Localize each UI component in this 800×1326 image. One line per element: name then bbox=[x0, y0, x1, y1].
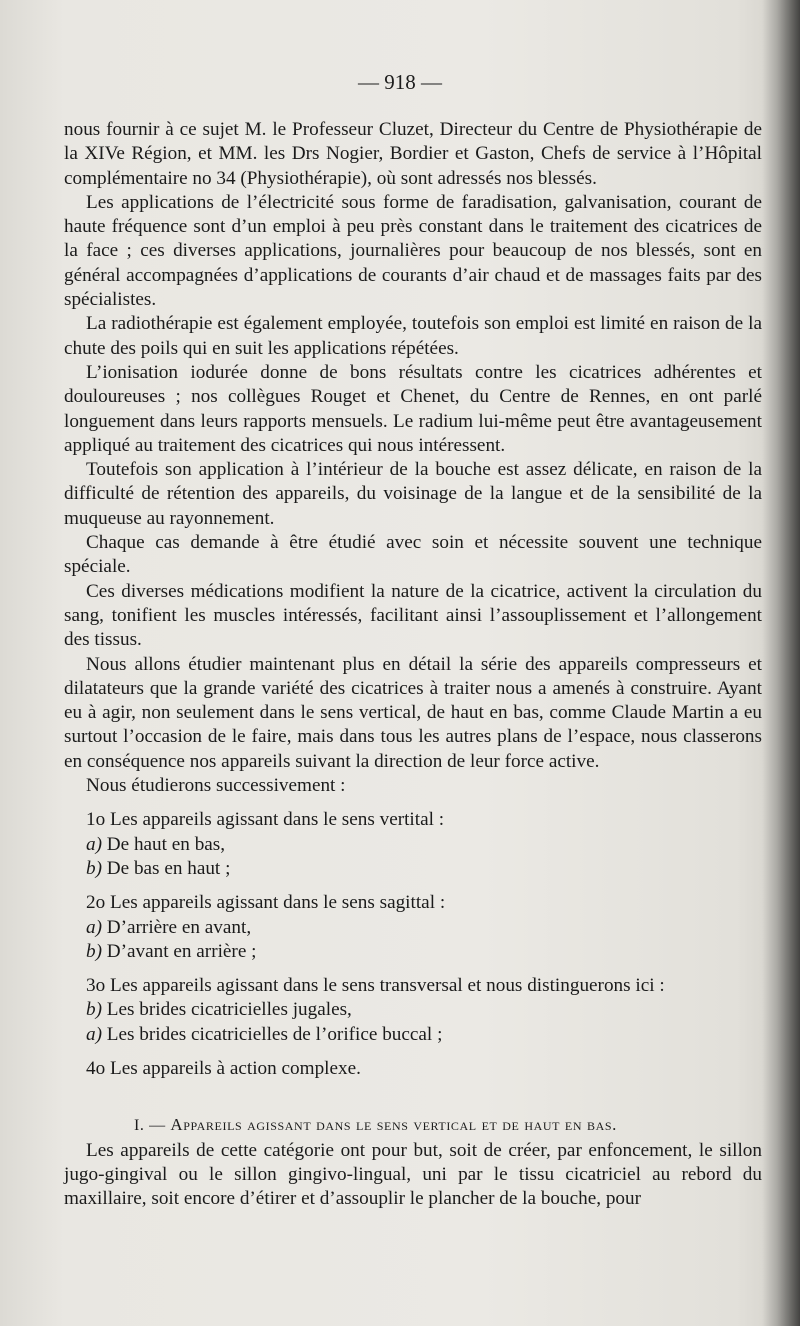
outline-sub-item bbox=[64, 916, 762, 940]
outline-item-4: 4o Les appareils à action complexe. bbox=[86, 1057, 361, 1079]
outline-item-3: 3o Les appareils agissant dans le sens transversal et nous distinguerons ici : bbox=[86, 975, 665, 997]
paragraph-3: La radiothérapie est également employée, toutefois son emploi est limité en raison de la chute des poils qui en suit les applications répétées. bbox=[64, 313, 762, 359]
paragraph-5: Toutefois son application à l’intérieur de la bouche est assez délicate, en raison de la difficulté de rétention des appareils, du voisinage de la langue et de la sensibilité de la muqueuse au rayonnement. bbox=[64, 459, 762, 529]
section-heading bbox=[64, 1113, 762, 1138]
outline-sub-text: De bas en haut ; bbox=[106, 857, 231, 879]
outline-sub-item bbox=[64, 998, 762, 1022]
outline-sub-letter: b) bbox=[86, 999, 102, 1021]
outline-sub-text: D’arrière en avant, bbox=[106, 916, 252, 938]
section-number: I. — bbox=[134, 1117, 166, 1135]
outline-sub-letter: a) bbox=[86, 916, 102, 938]
paragraph-2: Les applications de l’électricité sous forme de faradisation, galvanisation, courant de haute fréquence sont d’un emploi à peu près constant dans le traitement des cicatrices de la face ; ces diverses applications, journalières pour beaucoup de nos blessés, sont en général accompagnées d’applications de courants d’air chaud et de massages faits par des spécialistes. bbox=[64, 191, 762, 311]
outline-sub-letter: a) bbox=[86, 1023, 102, 1045]
body-text bbox=[64, 118, 762, 1211]
outline-sub-text: Les brides cicatricielles jugales, bbox=[106, 999, 352, 1021]
page-edge-shadow bbox=[762, 0, 800, 1326]
outline-sub-item bbox=[64, 1023, 762, 1047]
outline-sub-text: De haut en bas, bbox=[106, 833, 226, 855]
paragraph-7: Ces diverses médications modifient la nature de la cicatrice, activent la circulation du sang, tonifient les muscles intéressés, facilitant ainsi l’assouplissement et l’allongement des tissus. bbox=[64, 580, 762, 651]
page-number: — 918 — bbox=[358, 70, 442, 94]
paragraph-8: Nous allons étudier maintenant plus en détail la série des appareils compresseurs et dilatateurs que la grande variété des cicatrices à traiter nous a amenés à construire. Ayant eu à agir, non seulement dans le sens vertical, de haut en bas, comme Claude Martin a eu surtout l’occasion de le faire, mais dans tous les autres plans de l’espace, nous classerons en conséquence nos appareils suivant la direction de leur force active. bbox=[64, 653, 762, 772]
final-paragraph: Les appareils de cette catégorie ont pour but, soit de créer, par enfoncement, le sillon jugo-gingival ou le sillon gingivo-lingual, uni par le tissu cicatriciel au rebord du maxillaire, soit encore d’étirer et d’assouplir le plancher de la bouche, pour bbox=[64, 1139, 762, 1210]
section-title: Appareils agissant dans le sens vertical et de haut en bas. bbox=[170, 1115, 617, 1135]
outline-list bbox=[64, 798, 762, 1081]
paragraph-6: Chaque cas demande à être étudié avec soin et nécessite souvent une technique spéciale. bbox=[64, 532, 762, 578]
outline-sub-item bbox=[64, 833, 762, 857]
outline-item-2: 2o Les appareils agissant dans le sens sagittal : bbox=[86, 892, 446, 914]
outline-sub-letter: b) bbox=[86, 857, 102, 879]
paragraph-1: nous fournir à ce sujet M. le Professeur Cluzet, Directeur du Centre de Physiothérapie de la XIVe Région, et MM. les Drs Nogier, Bordier et Gaston, Chefs de service à l’Hôpital complémentaire no 34 (Physiothérapie), où sont adressés nos blessés. bbox=[64, 119, 762, 189]
paragraph-9: Nous étudierons successivement : bbox=[86, 775, 346, 797]
outline-sub-item bbox=[64, 940, 762, 964]
outline-sub-letter: a) bbox=[86, 833, 102, 855]
outline-sub-item bbox=[64, 857, 762, 881]
outline-sub-letter: b) bbox=[86, 940, 102, 962]
outline-sub-text: Les brides cicatricielles de l’orifice buccal ; bbox=[106, 1023, 443, 1045]
paragraph-4: L’ionisation iodurée donne de bons résultats contre les cicatrices adhérentes et douloureuses ; nos collègues Rouget et Chenet, du Centre de Rennes, en ont parlé longuement dans leurs rapports mensuels. Le radium lui-même peut être avantageusement appliqué au traitement des cicatrices qui nous intéressent. bbox=[64, 361, 762, 456]
outline-item-1: 1o Les appareils agissant dans le sens vertital : bbox=[86, 809, 445, 831]
outline-sub-text: D’avant en arrière ; bbox=[106, 940, 257, 962]
